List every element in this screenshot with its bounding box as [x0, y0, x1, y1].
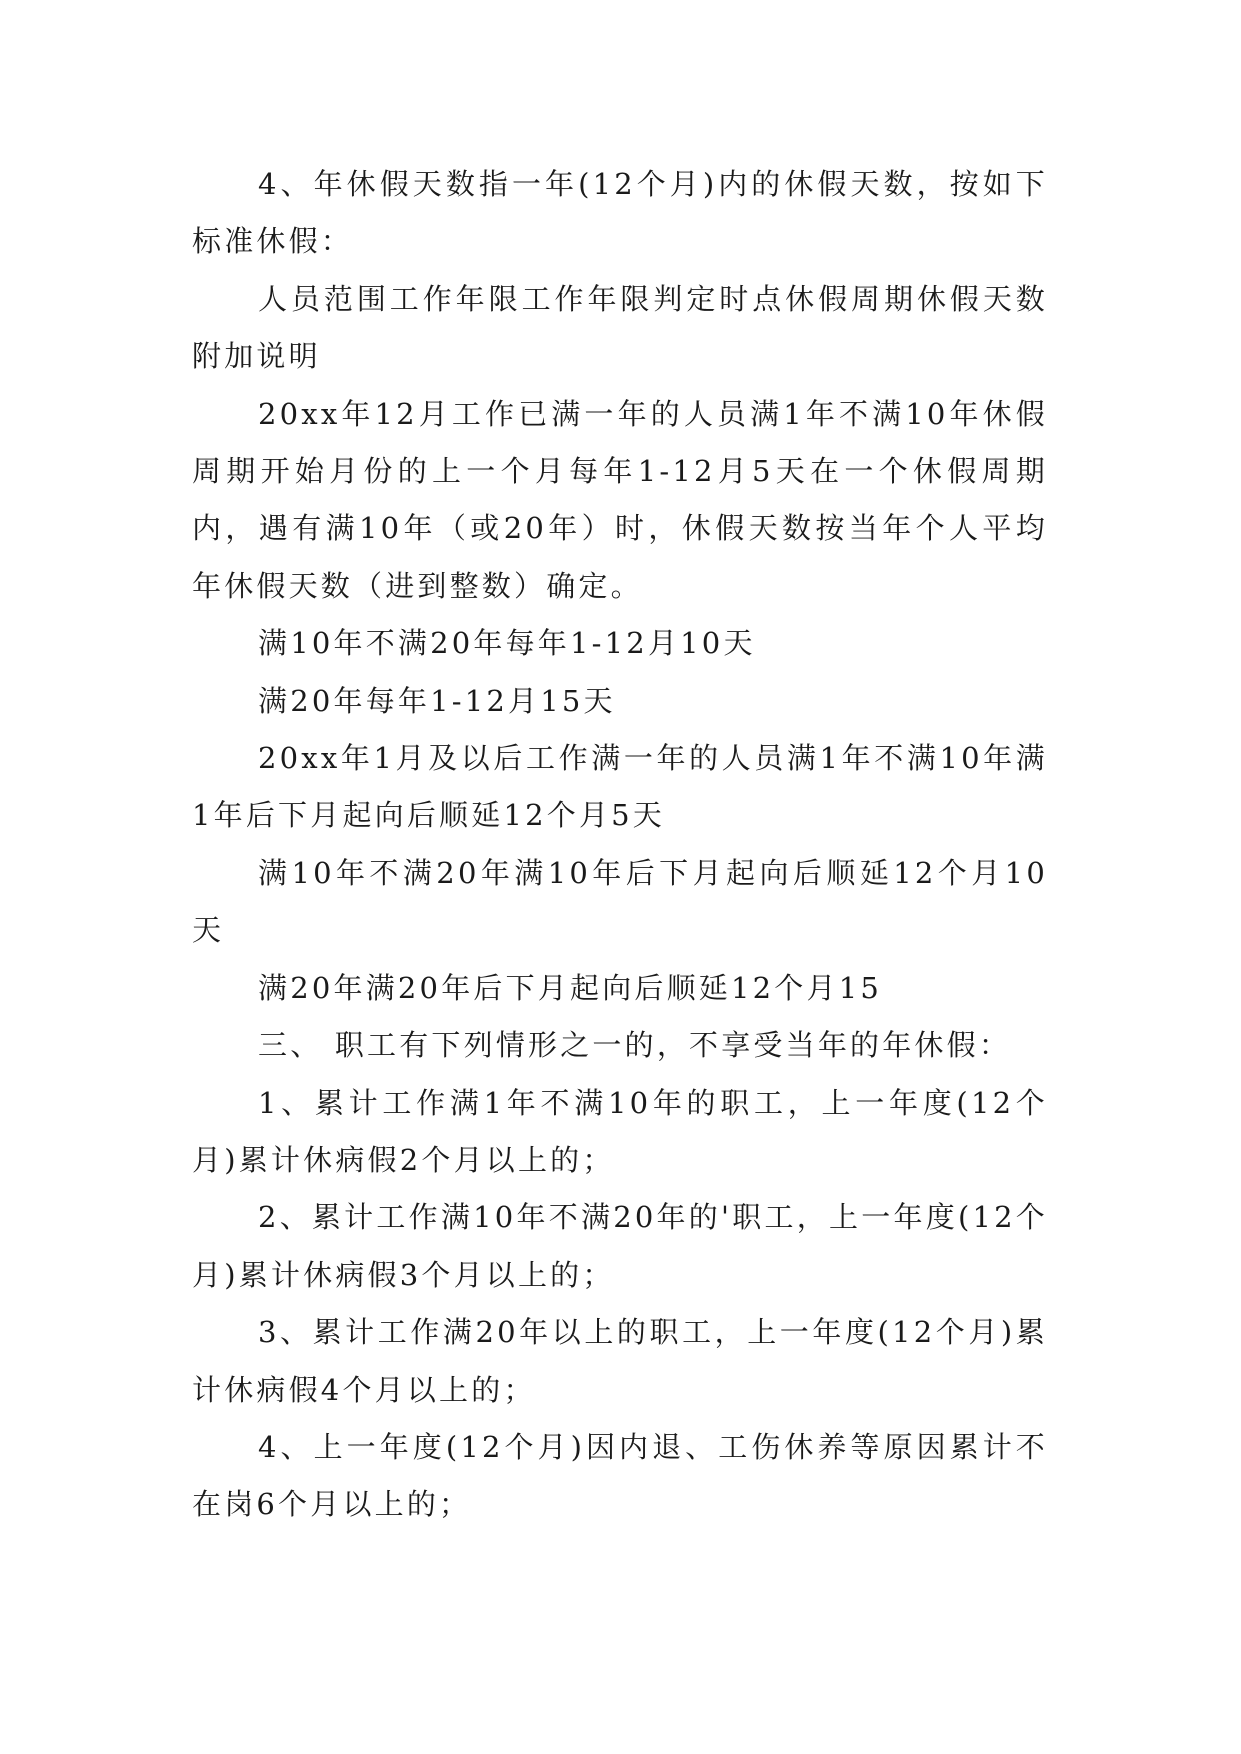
exclusion-item-2: 2、累计工作满10年不满20年的'职工，上一年度(12个月)累计休病假3个月以上的； — [192, 1200, 1048, 1292]
exclusion-item-1: 1、累计工作满1年不满10年的职工，上一年度(12个月)累计休病假2个月以上的； — [192, 1085, 1048, 1177]
exclusion-item-4: 4、上一年度(12个月)因内退、工伤休养等原因累计不在岗6个月以上的； — [192, 1429, 1048, 1522]
document-body — [192, 156, 1048, 1534]
paragraph-annual-leave-standard: 4、年休假天数指一年(12个月)内的休假天数，按如下标准休假： — [192, 167, 1048, 259]
section-heading-exclusions: 三、 职工有下列情形之一的，不享受当年的年休假： — [258, 1028, 1012, 1063]
paragraph-rule-before-year: 20xx年12月工作已满一年的人员满1年不满10年休假周期开始月份的上一个月每年1-12月5天在一个休假周期内，遇有满10年（或20年）时，休假天数按当年个人平均年休假天数（进到整数）确定。 — [192, 396, 1048, 603]
paragraph-rule-after-year: 20xx年1月及以后工作满一年的人员满1年不满10年满1年后下月起向后顺延12个月5天 — [192, 741, 1048, 833]
paragraph-20-years: 满20年每年1-12月15天 — [258, 683, 616, 718]
paragraph-table-header: 人员范围工作年限工作年限判定时点休假周期休假天数附加说明 — [192, 281, 1048, 374]
exclusion-item-3: 3、累计工作满20年以上的职工，上一年度(12个月)累计休病假4个月以上的； — [192, 1315, 1048, 1407]
paragraph-10-to-20-years-after: 满10年不满20年满10年后下月起向后顺延12个月10天 — [192, 855, 1048, 948]
paragraph-20-years-after: 满20年满20年后下月起向后顺延12个月15 — [258, 970, 883, 1005]
paragraph-10-to-20-years: 满10年不满20年每年1-12月10天 — [258, 626, 756, 661]
